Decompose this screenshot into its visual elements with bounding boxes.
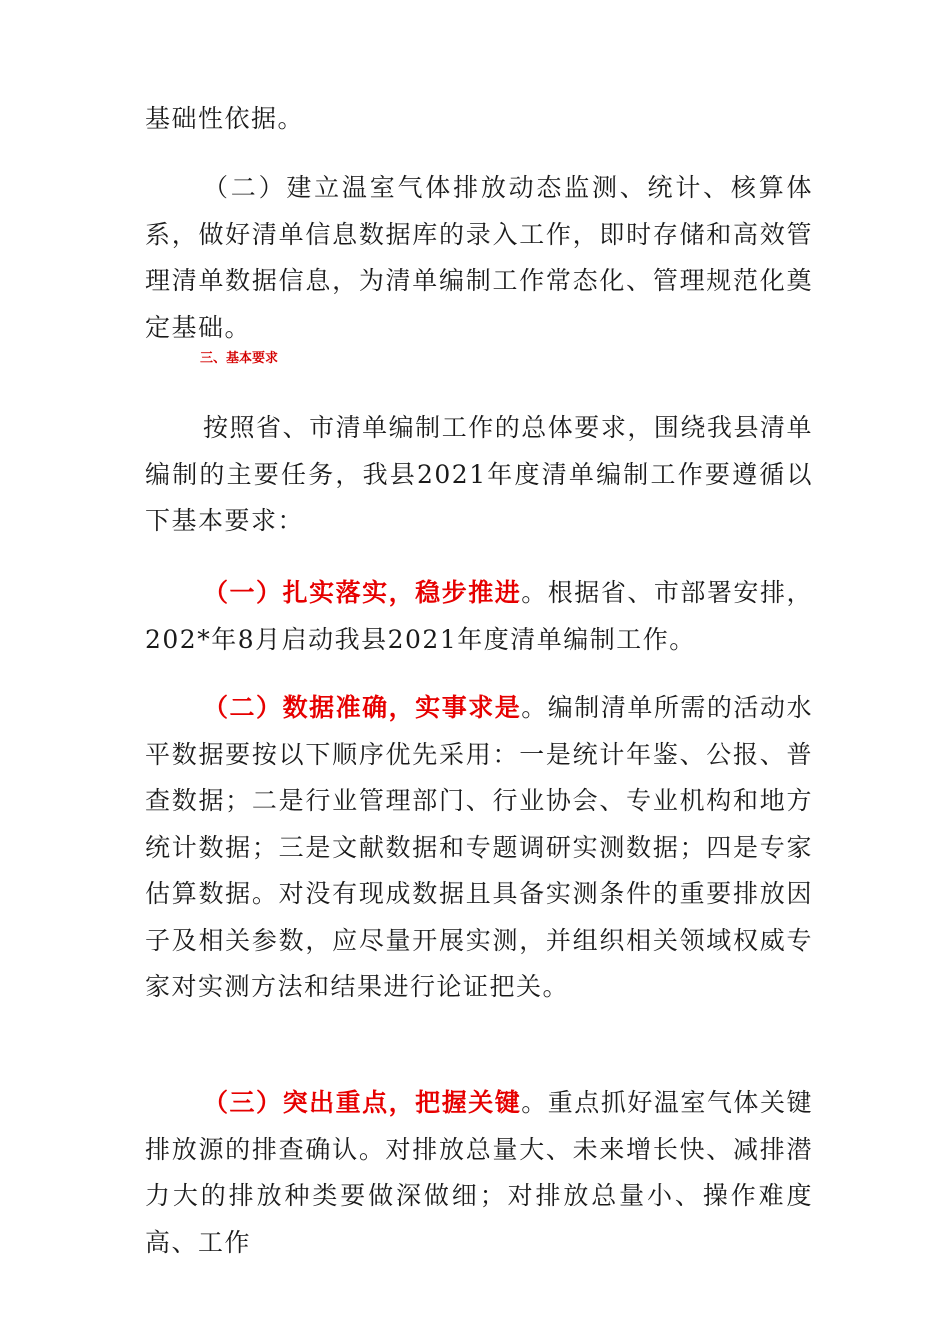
- requirement-item-2: [145, 685, 813, 1011]
- paragraph-item-2-establish-system: （二）建立温室气体排放动态监测、统计、核算体系，做好清单信息数据库的录入工作，即时存储和高效管理清单数据信息，为清单编制工作常态化、管理规范化奠定基础。: [145, 173, 813, 342]
- requirement-item-2-title: （二）数据准确，实事求是: [203, 693, 522, 722]
- requirement-item-2-body: 。编制清单所需的活动水平数据要按以下顺序优先采用：一是统计年鉴、公报、普查数据；二是行业管理部门、行业协会、专业机构和地方统计数据；三是文献数据和专题调研实测数据；四是专家估算数据。对没有现成数据且具备实测条件的重要排放因子及相关参数，应尽量开展实测，并组织相关领域权威专家对实测方法和结果进行论证把关。: [145, 693, 813, 1001]
- paragraph-continuation: 基础性依据。: [145, 104, 305, 133]
- paragraph-intro-requirements: 按照省、市清单编制工作的总体要求，围绕我县清单编制的主要任务，我县2021年度清单编制工作要遵循以下基本要求：: [145, 413, 813, 535]
- requirement-item-1-body: 。根据省、市部署安排，202*年8月启动我县2021年度清单编制工作。: [145, 578, 813, 654]
- requirement-item-3-title: （三）突出重点，把握关键: [203, 1088, 522, 1117]
- requirement-item-1: [145, 570, 813, 663]
- requirement-item-3: [145, 1080, 813, 1266]
- requirement-item-3-body: 。重点抓好温室气体关键排放源的排查确认。对排放总量大、未来增长快、减排潜力大的排放种类要做深做细；对排放总量小、操作难度高、工作: [145, 1088, 813, 1257]
- section-heading-basic-requirements: 三、基本要求: [200, 351, 279, 366]
- requirement-item-1-title: （一）扎实落实，稳步推进: [203, 578, 522, 607]
